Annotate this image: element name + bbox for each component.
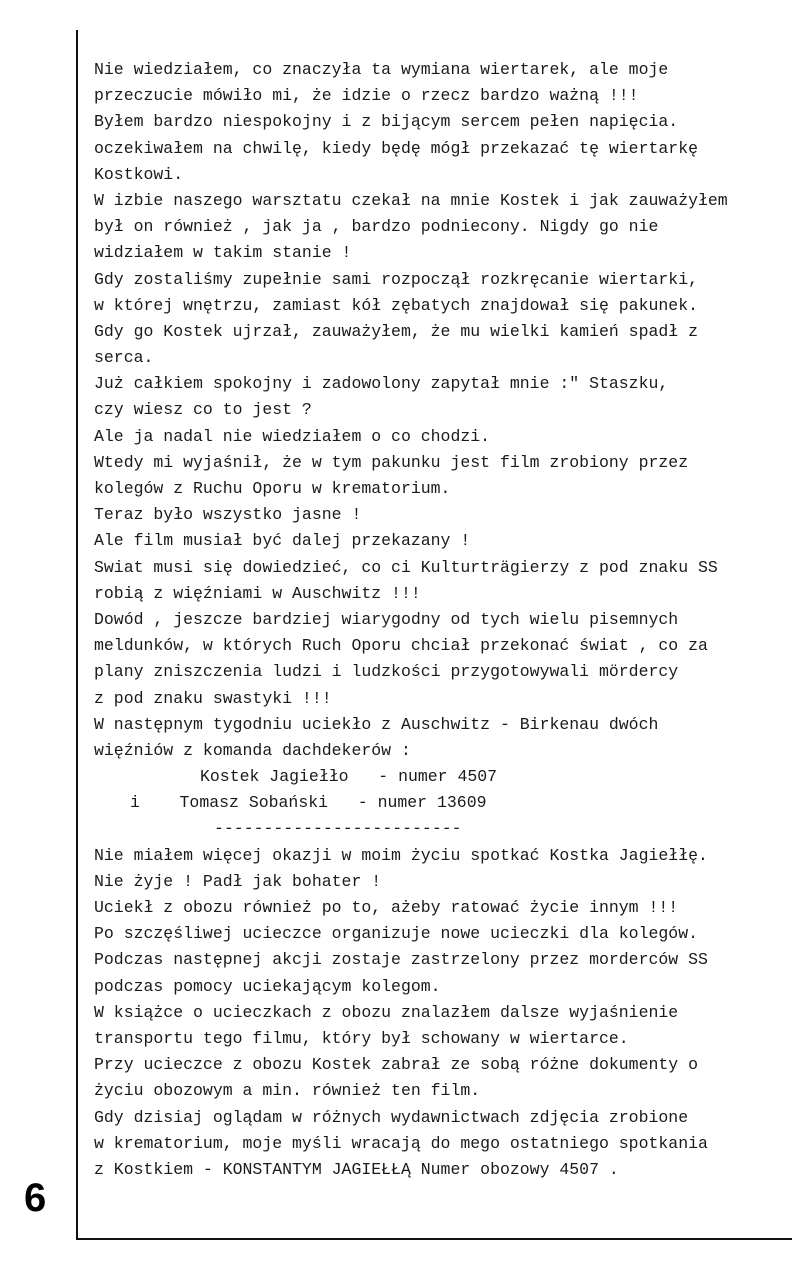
escapee-number: numer 4507 (398, 767, 498, 787)
text-line: Nie żyje ! Padł jak bohater ! (94, 871, 382, 891)
text-line: w krematorium, moje myśli wracają do mego ostatniego spotkania (94, 1133, 708, 1153)
escapee-dash: - (378, 767, 389, 787)
text-line: Gdy go Kostek ujrzał, zauważyłem, że mu wielki kamień spadł z (94, 321, 698, 341)
escapee-list (94, 764, 784, 843)
left-margin-rule (76, 30, 78, 1240)
text-line: Uciekł z obozu również po to, ażeby ratować życie innym !!! (94, 898, 679, 917)
text-line: kolegów z Ruchu Oporu w krematorium. (94, 479, 451, 498)
text-line: Ale film musiał być dalej przekazany ! (94, 531, 471, 551)
text-line: W następnym tygodniu uciekło z Auschwitz - Birkenau dwóch (94, 714, 659, 734)
page-number: 6 (24, 1176, 47, 1220)
text-line: W książce o ucieczkach z obozu znalazłem dalsze wyjaśnienie (94, 1002, 679, 1022)
text-line: Ale ja nadal nie wiedziałem o co chodzi. (94, 426, 491, 446)
text-line: Po szczęśliwej ucieczce organizuje nowe ucieczki dla kolegów. (94, 924, 698, 944)
text-line: Swiat musi się dowiedzieć, co ci Kulturträgierzy z pod znaku SS (94, 557, 718, 577)
text-line: Teraz było wszystko jasne ! (94, 505, 362, 525)
escapee-prefix: i (130, 793, 140, 813)
text-line: podczas pomocy uciekającym kolegom. (94, 976, 441, 996)
text-line: oczekiwałem na chwilę, kiedy będę mógł przekazać tę wiertarkę (94, 138, 698, 158)
text-line: Gdy zostaliśmy zupełnie sami rozpoczął rozkręcanie wiertarki, (94, 269, 698, 289)
text-line: przeczucie mówiło mi, że idzie o rzecz bardzo ważną !!! (94, 86, 639, 106)
text-line: czy wiesz co to jest ? (94, 400, 312, 420)
text-line: był on również , jak ja , bardzo podniecony. Nigdy go nie (94, 217, 659, 237)
text-line: Już całkiem spokojny i zadowolony zapytał mnie :" Staszku, (94, 374, 669, 394)
text-line: transportu tego filmu, który był schowany w wiertarce. (94, 1028, 629, 1048)
text-line: plany zniszczenia ludzi i ludzkości przygotowywali mördercy (94, 662, 679, 682)
text-line: Wtedy mi wyjaśnił, że w tym pakunku jest film zrobiony przez (94, 452, 689, 472)
text-line: w której wnętrzu, zamiast kół zębatych znajdował się pakunek. (94, 295, 698, 315)
escapee-name: Tomasz Sobański (179, 793, 329, 813)
text-line: więźniów z komanda dachdekerów : (94, 740, 411, 760)
text-line: Dowód , jeszcze bardziej wiarygodny od tych wielu pisemnych (94, 609, 679, 629)
text-line: z pod znaku swastyki !!! (94, 688, 332, 708)
typewritten-text (94, 57, 784, 1183)
text-line: meldunków, w których Ruch Oporu chciał przekonać świat , co za (94, 636, 708, 656)
text-line: Podczas następnej akcji zostaje zastrzelony przez morderców SS (94, 950, 708, 970)
text-line: Kostkowi. (94, 164, 184, 184)
text-line: Byłem bardzo niespokojny i z bijącym sercem pełen napięcia. (94, 112, 679, 132)
escapee-dash: - (357, 793, 368, 813)
paragraph-exchange-story (94, 57, 784, 764)
text-line: W izbie naszego warsztatu czekał na mnie Kostek i jak zauważyłem (94, 190, 728, 210)
separator-line: ------------------------- (214, 819, 462, 839)
text-line: z Kostkiem - KONSTANTYM JAGIEŁŁĄ Numer obozowy 4507 . (94, 1159, 619, 1179)
text-line: Gdy dzisiaj oglądam w różnych wydawnictwach zdjęcia zrobione (94, 1107, 689, 1127)
text-line: robią z więźniami w Auschwitz !!! (94, 583, 421, 603)
text-line: Nie wiedziałem, co znaczyła ta wymiana wiertarek, ale moje (94, 60, 669, 79)
text-line: serca. (94, 348, 154, 368)
escapee-number: numer 13609 (377, 793, 487, 813)
escapee-row (94, 764, 784, 790)
escapee-row (94, 790, 784, 816)
escapee-name: Kostek Jagiełło (200, 767, 349, 787)
text-line: widziałem w takim stanie ! (94, 243, 352, 263)
text-line: życiu obozowym a min. również ten film. (94, 1081, 481, 1101)
bottom-rule (76, 1238, 792, 1240)
text-line: Przy ucieczce z obozu Kostek zabrał ze sobą różne dokumenty o (94, 1055, 698, 1075)
text-line: Nie miałem więcej okazji w moim życiu spotkać Kostka Jagiełłę. (94, 845, 708, 865)
paragraph-kostek-fate (94, 843, 784, 1183)
